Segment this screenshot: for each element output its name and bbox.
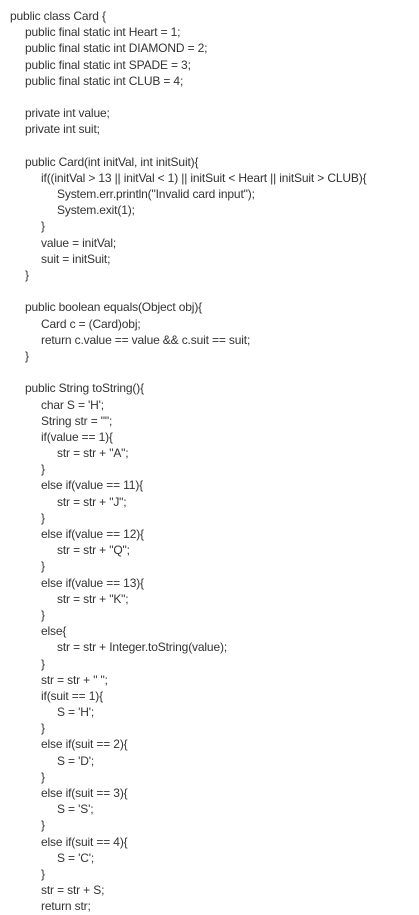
code-line: else{ (41, 624, 67, 639)
code-line: suit = initSuit; (41, 251, 111, 266)
code-line: } (41, 462, 45, 477)
code-line: System.exit(1); (57, 203, 135, 218)
code-line (0, 283, 419, 299)
code-line: String str = ""; (41, 413, 113, 428)
code-line: return str; (41, 899, 91, 914)
code-line: } (41, 818, 45, 833)
code-line: } (41, 219, 45, 234)
code-line: return c.value == value && c.suit == suit; (41, 332, 251, 347)
code-line: str = str + S; (41, 883, 105, 898)
code-line (0, 364, 419, 380)
code-line: public final static int SPADE = 3; (25, 57, 191, 72)
code-line: } (41, 510, 45, 525)
code-line (0, 138, 419, 154)
code-line: System.err.println("Invalid card input"); (57, 187, 255, 202)
code-line: S = 'C'; (57, 850, 95, 865)
code-line: str = str + Integer.toString(value); (57, 640, 228, 655)
code-line: S = 'H'; (57, 705, 95, 720)
code-line: str = str + "A"; (57, 446, 129, 461)
code-line: S = 'S'; (57, 802, 94, 817)
code-line: public boolean equals(Object obj){ (25, 300, 203, 315)
code-line: else if(suit == 4){ (41, 834, 128, 849)
code-block (0, 8, 419, 915)
code-line: public final static int CLUB = 4; (25, 73, 184, 88)
code-line: } (41, 559, 45, 574)
code-line: } (25, 348, 29, 363)
code-line: S = 'D'; (57, 753, 95, 768)
code-line: } (41, 721, 45, 736)
code-line: public class Card { (10, 9, 106, 23)
code-line (0, 89, 419, 105)
code-line: public String toString(){ (25, 381, 144, 396)
code-line: Card c = (Card)obj; (41, 316, 141, 331)
code-line: private int value; (25, 106, 110, 121)
code-line: public final static int Heart = 1; (25, 25, 181, 40)
code-line: str = str + "K"; (57, 591, 129, 606)
code-line: if((initVal > 13 || initVal < 1) || initSuit < Heart || initSuit > CLUB){ (41, 170, 367, 185)
code-line: else if(suit == 3){ (41, 786, 128, 800)
code-line: char S = 'H'; (41, 397, 104, 412)
code-line: else if(suit == 2){ (41, 737, 128, 752)
code-line: public Card(int initVal, int initSuit){ (25, 154, 199, 169)
code-line: private int suit; (25, 122, 100, 137)
code-line: if(suit == 1){ (41, 688, 103, 703)
code-line: else if(value == 12){ (41, 527, 144, 541)
code-line: } (41, 769, 45, 784)
code-line: } (41, 607, 45, 622)
code-line: } (41, 656, 45, 671)
code-line: else if(value == 11){ (41, 478, 144, 493)
code-line: } (25, 268, 29, 282)
code-line: public final static int DIAMOND = 2; (25, 41, 208, 56)
code-line: str = str + "Q"; (57, 543, 130, 558)
code-line: str = str + "J"; (57, 494, 127, 509)
code-line: if(value == 1){ (41, 429, 113, 444)
code-line: } (41, 866, 45, 881)
code-line: str = str + " "; (41, 672, 108, 687)
code-line: value = initVal; (41, 235, 117, 250)
code-line: else if(value == 13){ (41, 575, 144, 590)
